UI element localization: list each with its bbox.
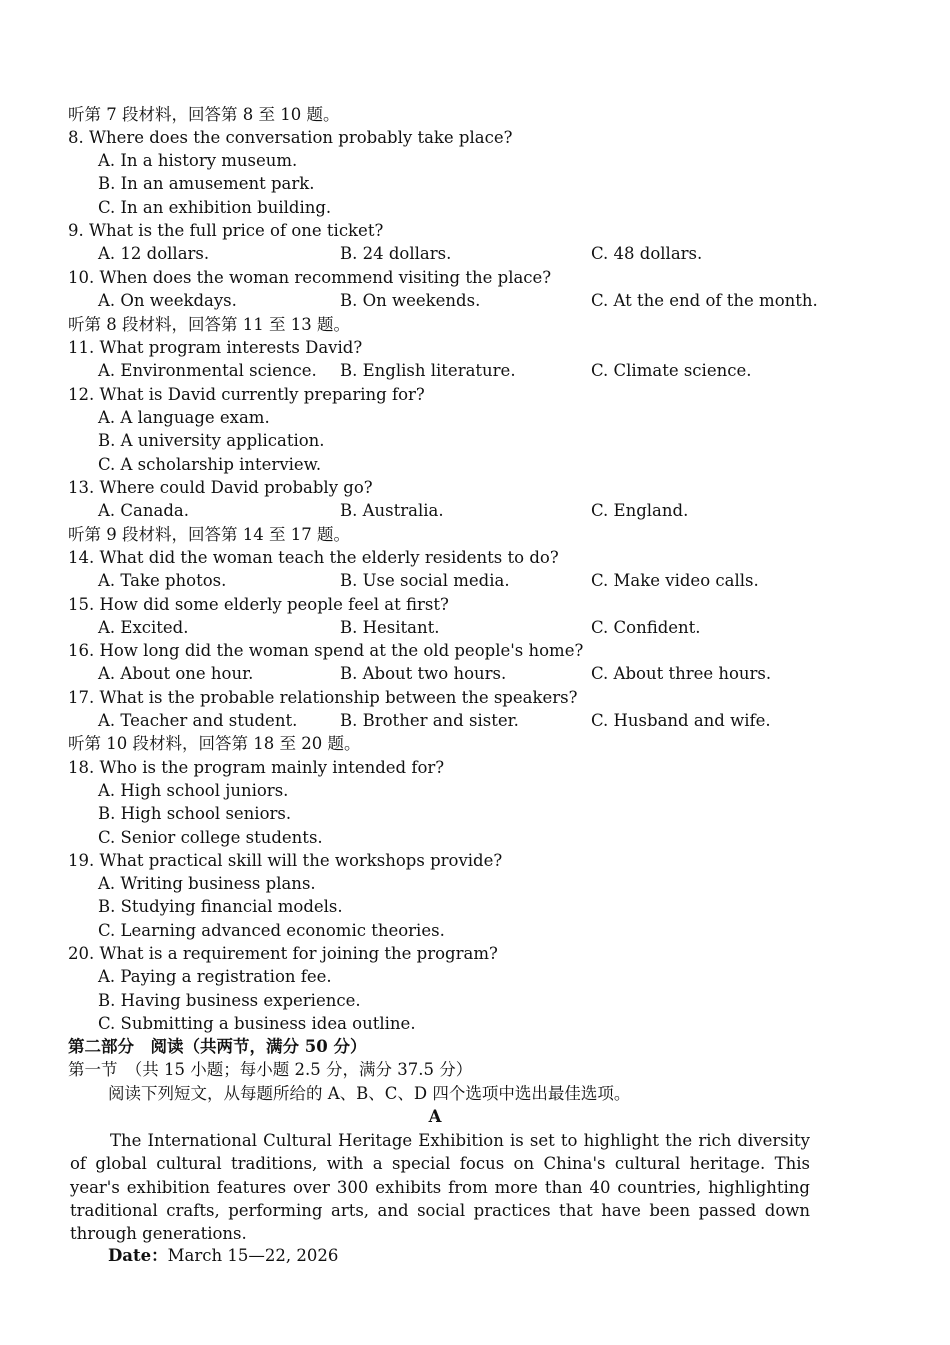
section-8-header: 听第 8 段材料，回答第 11 至 13 题。 [68, 315, 350, 334]
section-9-header: 听第 9 段材料，回答第 14 至 17 题。 [68, 525, 350, 544]
passage-paragraph: The International Cultural Heritage Exhibition is set to highlight the rich diversity of global cultural traditions, with a special focus on China's cultural heritage. This year's exhibition features over 300 exhibits from more than 40 countries, highlighting traditional crafts, performing arts, and social practices that have been passed down through generations. [70, 1131, 810, 1244]
q17-option-b: B. Brother and sister. [340, 711, 519, 730]
q8-option-b: B. In an amusement park. [98, 174, 315, 193]
q12-option-c: C. A scholarship interview. [98, 455, 322, 474]
q16-option-a: A. About one hour. [98, 664, 254, 683]
q8-option-a: A. In a history museum. [98, 151, 298, 170]
question-11: 11. What program interests David? [68, 338, 363, 357]
q11-option-c: C. Climate science. [591, 361, 752, 380]
question-9: 9. What is the full price of one ticket? [68, 221, 384, 240]
passage-label: A [428, 1107, 442, 1126]
question-10: 10. When does the woman recommend visiting the place? [68, 268, 552, 287]
q9-option-a: A. 12 dollars. [98, 244, 210, 263]
date-line [108, 1246, 338, 1266]
q20-option-a: A. Paying a registration fee. [98, 967, 332, 986]
q20-option-c: C. Submitting a business idea outline. [98, 1014, 416, 1033]
question-13: 13. Where could David probably go? [68, 478, 373, 497]
question-8: 8. Where does the conversation probably take place? [68, 128, 513, 147]
question-14: 14. What did the woman teach the elderly residents to do? [68, 548, 559, 567]
part-2-title: 第二部分 阅读（共两节，满分 50 分） [68, 1037, 367, 1056]
q15-option-b: B. Hesitant. [340, 618, 440, 637]
q15-option-a: A. Excited. [98, 618, 189, 637]
q11-option-b: B. English literature. [340, 361, 516, 380]
q13-option-c: C. England. [591, 501, 689, 520]
q9-option-c: C. 48 dollars. [591, 244, 703, 263]
q19-option-a: A. Writing business plans. [98, 874, 316, 893]
q18-option-c: C. Senior college students. [98, 828, 323, 847]
section-7-header: 听第 7 段材料，回答第 8 至 10 题。 [68, 105, 340, 124]
q14-option-b: B. Use social media. [340, 571, 510, 590]
q10-option-c: C. At the end of the month. [591, 291, 818, 310]
q13-option-b: B. Australia. [340, 501, 444, 520]
q11-option-a: A. Environmental science. [98, 361, 317, 380]
q16-option-b: B. About two hours. [340, 664, 507, 683]
q17-option-a: A. Teacher and student. [98, 711, 298, 730]
q12-option-b: B. A university application. [98, 431, 325, 450]
q10-option-a: A. On weekdays. [98, 291, 237, 310]
q12-option-a: A. A language exam. [98, 408, 270, 427]
section-10-header: 听第 10 段材料，回答第 18 至 20 题。 [68, 734, 361, 753]
question-15: 15. How did some elderly people feel at first? [68, 595, 449, 614]
date-label: Date： [108, 1246, 168, 1265]
section-1-title: 第一节 （共 15 小题；每小题 2.5 分，满分 37.5 分） [68, 1060, 473, 1079]
q19-option-b: B. Studying financial models. [98, 897, 343, 916]
q8-option-c: C. In an exhibition building. [98, 198, 332, 217]
question-12: 12. What is David currently preparing for? [68, 385, 425, 404]
question-16: 16. How long did the woman spend at the old people's home? [68, 641, 584, 660]
question-19: 19. What practical skill will the workshops provide? [68, 851, 503, 870]
q20-option-b: B. Having business experience. [98, 991, 361, 1010]
q15-option-c: C. Confident. [591, 618, 701, 637]
q14-option-a: A. Take photos. [98, 571, 227, 590]
q16-option-c: C. About three hours. [591, 664, 772, 683]
q18-option-b: B. High school seniors. [98, 804, 292, 823]
q18-option-a: A. High school juniors. [98, 781, 289, 800]
q17-option-c: C. Husband and wife. [591, 711, 771, 730]
question-18: 18. Who is the program mainly intended for? [68, 758, 445, 777]
date-value: March 15—22, 2026 [167, 1246, 339, 1265]
q9-option-b: B. 24 dollars. [340, 244, 452, 263]
q13-option-a: A. Canada. [98, 501, 189, 520]
question-20: 20. What is a requirement for joining the program? [68, 944, 498, 963]
q19-option-c: C. Learning advanced economic theories. [98, 921, 445, 940]
question-17: 17. What is the probable relationship between the speakers? [68, 688, 578, 707]
q14-option-c: C. Make video calls. [591, 571, 759, 590]
reading-instruction: 阅读下列短文，从每题所给的 A、B、C、D 四个选项中选出最佳选项。 [108, 1084, 631, 1103]
q10-option-b: B. On weekends. [340, 291, 481, 310]
